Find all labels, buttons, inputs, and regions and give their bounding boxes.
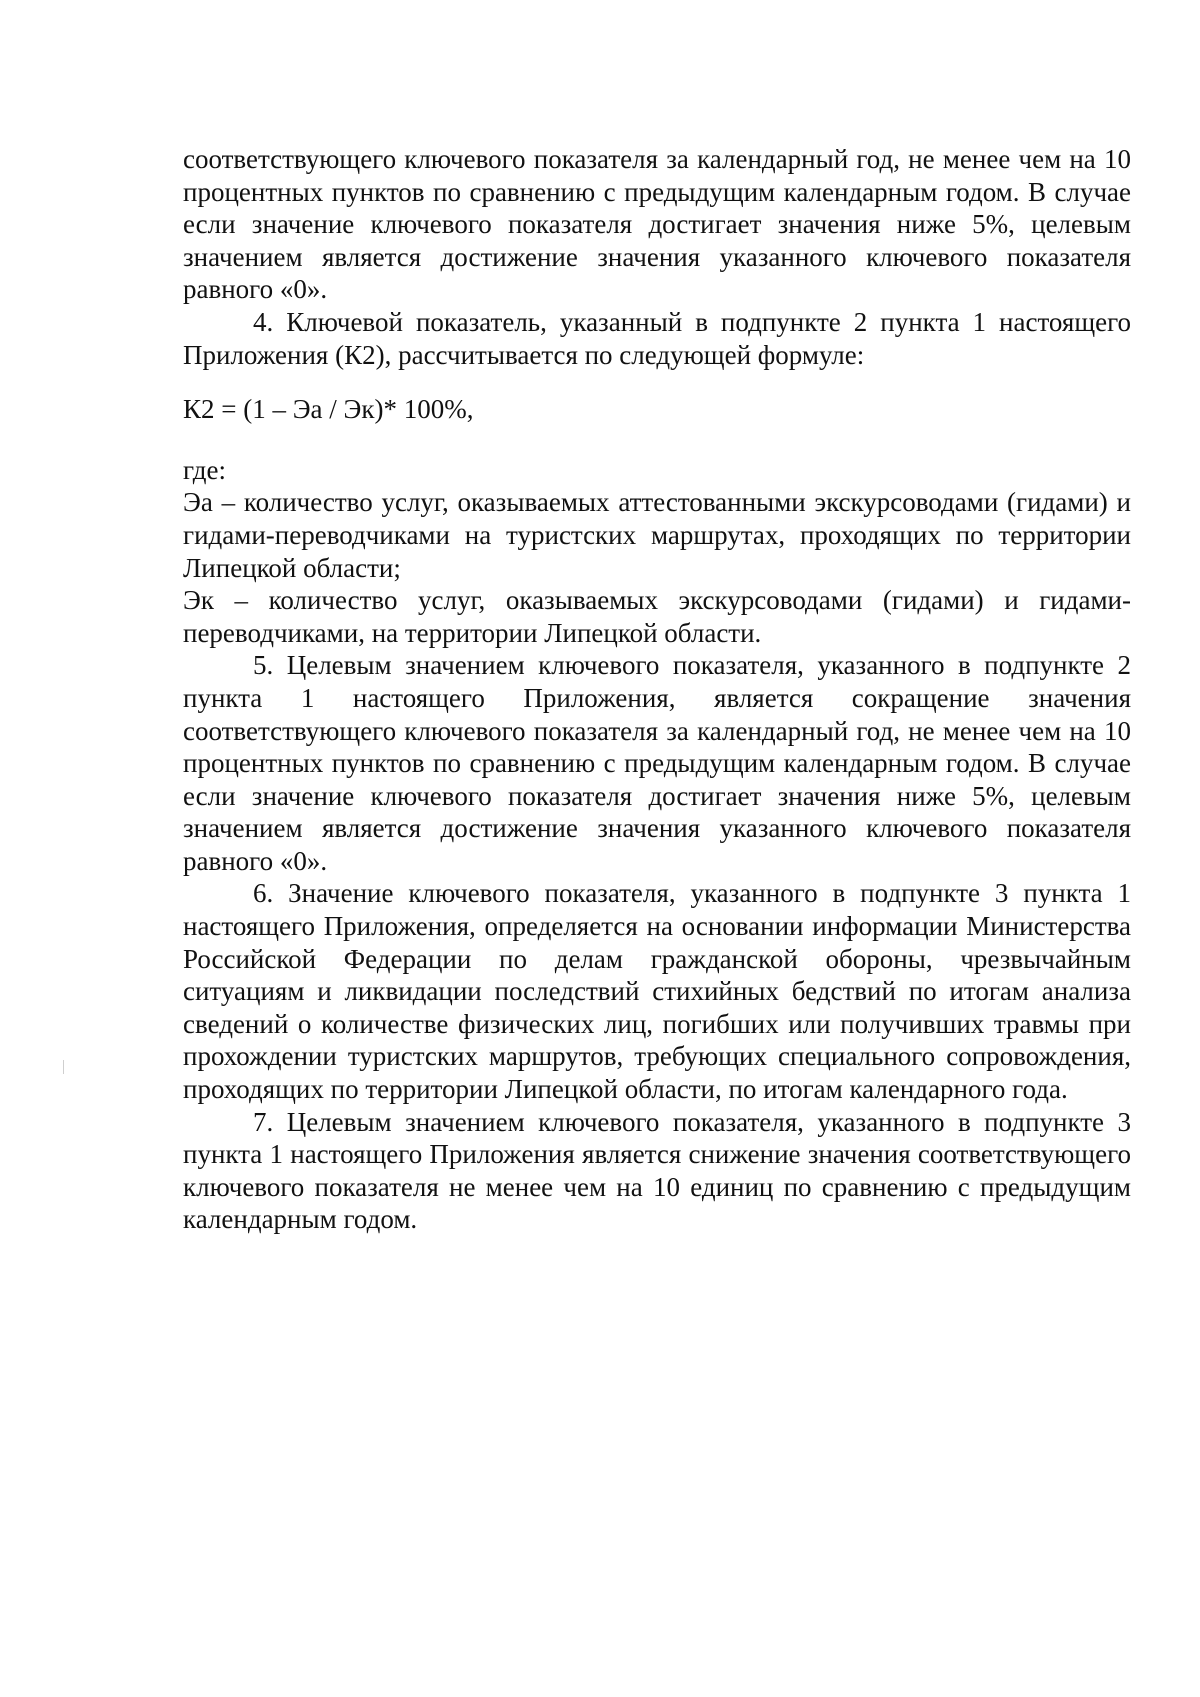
document-body — [183, 143, 1131, 1236]
formula-k2: К2 = (1 – Эа / Эк)* 100%, — [183, 394, 474, 425]
where-label: где: — [183, 454, 226, 485]
paragraph-5: 5. Целевым значением ключевого показателя, указанного в подпункте 2 пункта 1 настоящего Приложения, является сокращение значения соответствующего ключевого показателя за календарный год, не менее чем на 10 процентных пунктов по сравнению с предыдущим календарным годом. В случае если значение ключевого показателя достигает значения ниже 5%, целевым значением является достижение значения указанного ключевого показателя равного «0». — [183, 650, 1131, 876]
definition-ea: Эа – количество услуг, оказываемых аттестованными экскурсоводами (гидами) и гидами-переводчиками на туристских маршрутах, проходящих по территории Липецкой области; — [183, 487, 1131, 583]
definition-ek: Эк – количество услуг, оказываемых экскурсоводами (гидами) и гидами-переводчиками, на территории Липецкой области. — [183, 585, 1131, 648]
paragraph-continuation: соответствующего ключевого показателя за календарный год, не менее чем на 10 процентных пунктов по сравнению с предыдущим календарным годом. В случае если значение ключевого показателя достигает значения ниже 5%, целевым значением является достижение значения указанного ключевого показателя равного «0». — [183, 144, 1131, 305]
paragraph-4: 4. Ключевой показатель, указанный в подпункте 2 пункта 1 настоящего Приложения (К2), рассчитывается по следующей формуле: — [183, 306, 1131, 370]
paragraph-7: 7. Целевым значением ключевого показателя, указанного в подпункте 3 пункта 1 настоящего Приложения является снижение значения соответствующего ключевого показателя не менее чем на 10 единиц по сравнению с предыдущим календарным годом. — [183, 1106, 1131, 1235]
definitions-list — [183, 486, 1131, 649]
paragraph-6: 6. Значение ключевого показателя, указанного в подпункте 3 пункта 1 настоящего Приложения, определяется на основании информации Министерства Российской Федерации по делам гражданской обороны, чрезвычайным ситуациям и ликвидации последствий стихийных бедствий по итогам анализа сведений о количестве физических лиц, погибших или получивших травмы при прохождении туристских маршрутов, требующих специального сопровождения, проходящих по территории Липецкой области, по итогам календарного года. — [183, 878, 1131, 1105]
scan-margin-mark — [63, 1060, 64, 1074]
